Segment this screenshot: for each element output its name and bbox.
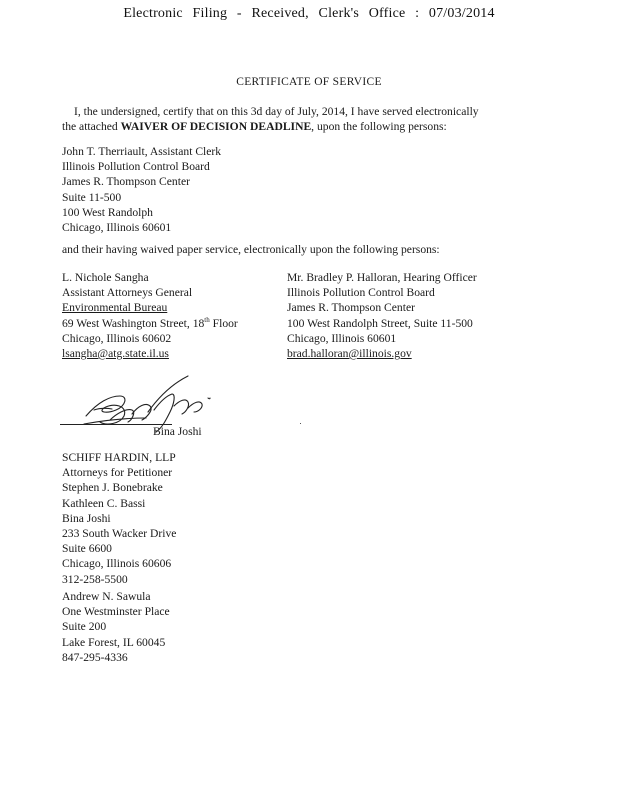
primary-recipient-line: Suite 11-500	[62, 190, 122, 204]
waived-document-title: WAIVER OF DECISION DEADLINE	[120, 120, 312, 133]
certification-paragraph	[62, 104, 479, 134]
recipient-org: Illinois Pollution Control Board	[287, 286, 435, 300]
firm-line: Suite 6600	[62, 542, 112, 556]
law-firm-block	[62, 450, 176, 587]
certification-line-2	[62, 119, 479, 134]
recipient-email-link[interactable]: lsangha@atg.state.il.us	[62, 347, 169, 361]
intro-suffix: , upon the following persons:	[311, 120, 447, 133]
signer-name: Bina Joshi	[153, 425, 202, 438]
attorney-line: Suite 200	[62, 620, 107, 634]
document-title: CERTIFICATE OF SERVICE	[236, 76, 382, 88]
attorney-line: One Westminster Place	[62, 605, 170, 619]
street-end: Floor	[209, 316, 238, 330]
recipient-street	[62, 316, 238, 331]
attorney-line: 847-295-4336	[62, 650, 128, 664]
left-recipient-block	[62, 270, 238, 361]
recipient-title: Assistant Attorneys General	[62, 286, 193, 300]
firm-line: Chicago, Illinois 60606	[62, 557, 172, 571]
recipient-city: Chicago, Illinois 60601	[287, 331, 397, 345]
firm-line: SCHIFF HARDIN, LLP	[62, 451, 176, 464]
handwritten-signature	[76, 372, 226, 438]
recipient-street: 100 West Randolph Street, Suite 11-500	[287, 316, 473, 330]
firm-line: Attorneys for Petitioner	[62, 466, 173, 480]
recipient-city: Chicago, Illinois 60602	[62, 331, 172, 345]
primary-recipient-line: Illinois Pollution Control Board	[62, 160, 210, 174]
primary-recipient-line: John T. Therriault, Assistant Clerk	[62, 145, 222, 158]
efiling-header: Electronic Filing - Received, Clerk's Office : 07/03/2014	[123, 6, 495, 21]
recipient-name: L. Nichole Sangha	[62, 271, 149, 284]
attorney-line: Lake Forest, IL 60045	[62, 635, 166, 649]
firm-line: Bina Joshi	[62, 511, 111, 525]
recipient-building: James R. Thompson Center	[287, 301, 415, 315]
street-main: 69 West Washington Street, 18	[62, 316, 205, 330]
primary-recipient-block	[62, 144, 221, 235]
recipient-name: Mr. Bradley P. Halloran, Hearing Officer	[287, 271, 477, 284]
primary-recipient-line: Chicago, Illinois 60601	[62, 221, 172, 235]
waived-service-statement: and their having waived paper service, electronically upon the following persons:	[62, 243, 440, 256]
second-attorney-block	[62, 589, 170, 665]
firm-line: Stephen J. Bonebrake	[62, 481, 163, 495]
certification-line-1: I, the undersigned, certify that on this 3d day of July, 2014, I have served electronically	[74, 105, 479, 118]
recipient-email-link[interactable]: brad.halloran@illinois.gov	[287, 347, 412, 361]
intro-prefix: the attached	[62, 120, 121, 133]
primary-recipient-line: 100 West Randolph	[62, 205, 153, 219]
primary-recipient-line: James R. Thompson Center	[62, 175, 190, 189]
firm-line: 233 South Wacker Drive	[62, 527, 177, 541]
firm-line: Kathleen C. Bassi	[62, 496, 146, 510]
stray-mark	[300, 423, 301, 424]
right-recipient-block	[287, 270, 477, 361]
street-ordinal: th	[204, 315, 210, 324]
attorney-line: Andrew N. Sawula	[62, 590, 151, 603]
recipient-bureau: Environmental Bureau	[62, 301, 168, 315]
firm-line: 312-258-5500	[62, 572, 128, 586]
